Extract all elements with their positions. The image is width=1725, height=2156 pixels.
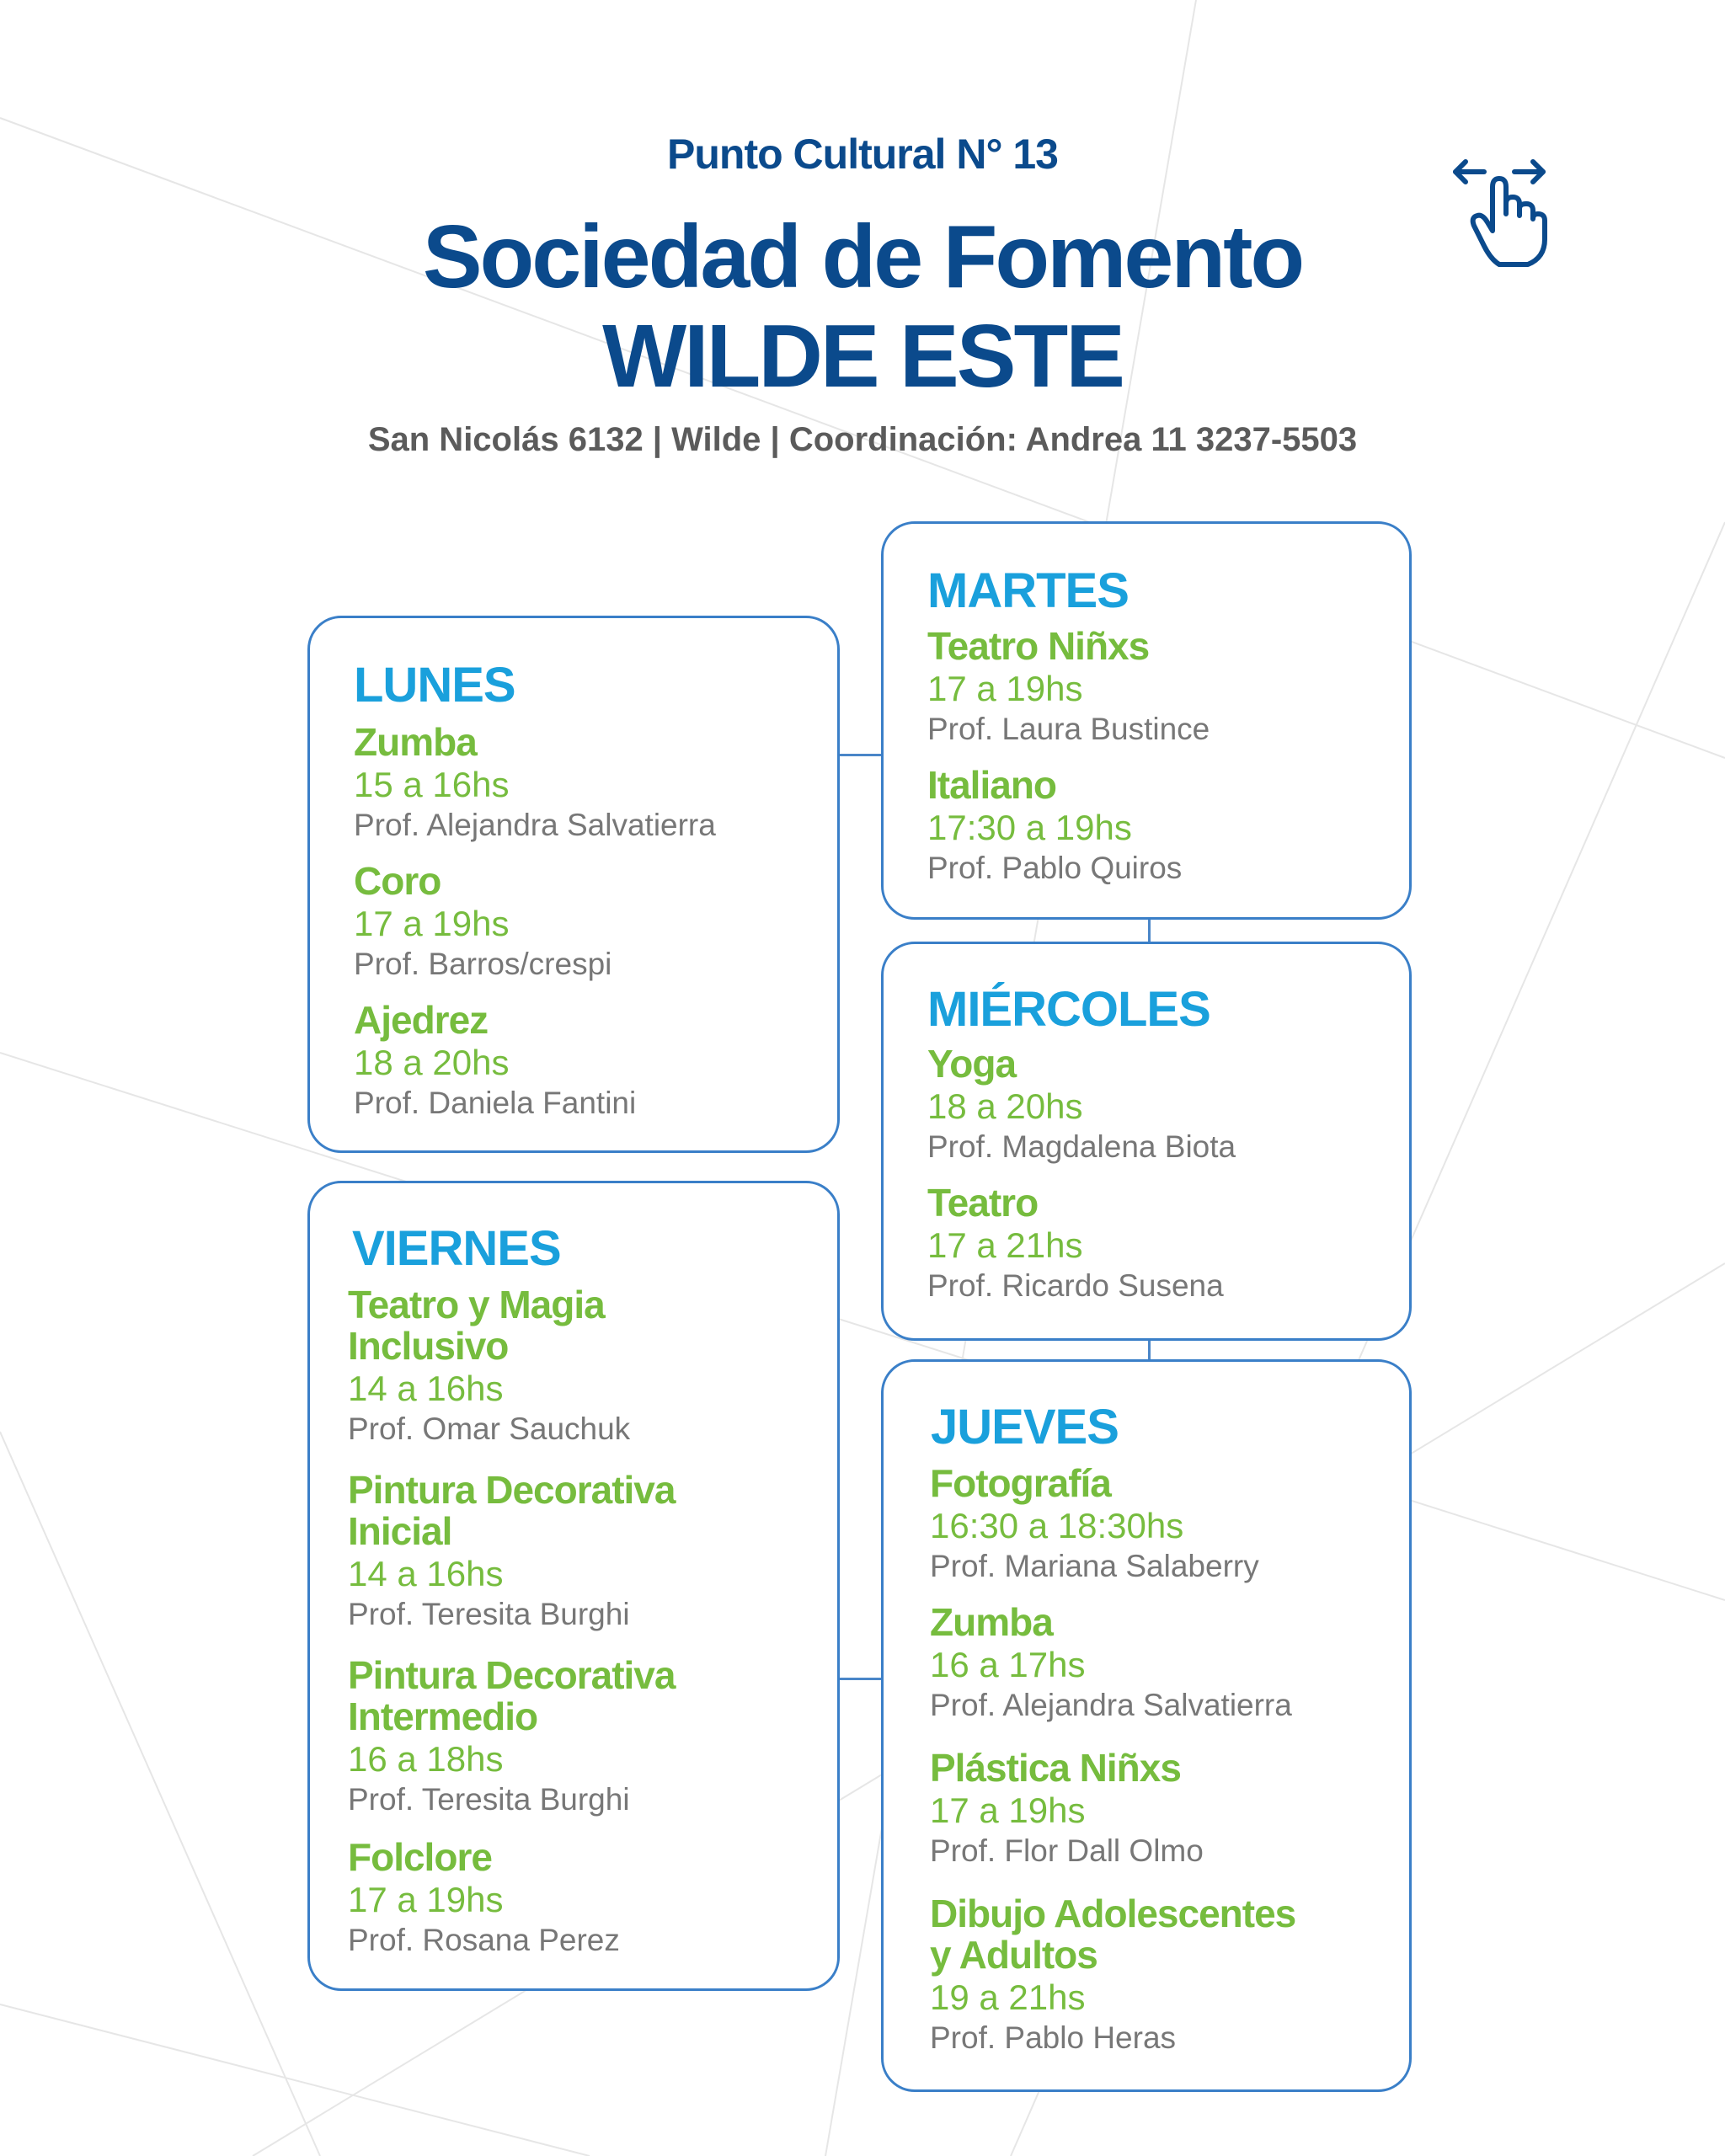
class-time: 15 a 16hs: [354, 765, 510, 804]
day-card-lunes: [307, 616, 840, 1153]
class-time: 16 a 17hs: [930, 1645, 1086, 1684]
class-name: Folclore: [348, 1835, 492, 1879]
page-title-line-2: WILDE ESTE: [602, 307, 1123, 406]
class-name: Fotografía: [930, 1461, 1111, 1505]
day-title: LUNES: [354, 658, 515, 712]
class-time: 14 a 16hs: [348, 1554, 504, 1593]
class-professor: Prof. Alejandra Salvatierra: [354, 808, 716, 842]
day-title: VIERNES: [352, 1221, 561, 1276]
swipe-horizontal-hand-icon: [1449, 152, 1550, 270]
class-name: Teatro y Magia Inclusivo: [348, 1283, 605, 1368]
class-name: Teatro Niñxs: [927, 624, 1150, 668]
class-time: 17:30 a 19hs: [927, 808, 1132, 847]
class-professor: Prof. Teresita Burghi: [348, 1782, 630, 1817]
day-card-jueves: [881, 1359, 1412, 2092]
class-professor: Prof. Ricardo Susena: [927, 1268, 1224, 1303]
day-title: JUEVES: [931, 1400, 1119, 1454]
class-time: 17 a 21hs: [927, 1225, 1083, 1265]
day-card-miercoles: [881, 942, 1412, 1341]
class-name: Pintura Decorativa Inicial: [348, 1468, 676, 1553]
connector-lunes-martes: [838, 754, 882, 756]
address-contact-line: San Nicolás 6132 | Wilde | Coordinación: Andrea 11 3237-5503: [367, 421, 1358, 458]
connector-viernes-jueves: [838, 1678, 882, 1680]
class-time: 16 a 18hs: [348, 1739, 504, 1779]
class-professor: Prof. Laura Bustince: [927, 712, 1210, 746]
page-title-line-1: Sociedad de Fomento: [422, 207, 1303, 307]
class-name: Yoga: [927, 1042, 1017, 1086]
class-time: 17 a 19hs: [348, 1880, 504, 1919]
class-professor: Prof. Rosana Perez: [348, 1923, 620, 1957]
class-name: Italiano: [927, 763, 1057, 807]
class-professor: Prof. Magdalena Biota: [927, 1129, 1236, 1164]
class-professor: Prof. Teresita Burghi: [348, 1597, 630, 1631]
day-title: MIÉRCOLES: [927, 982, 1210, 1037]
class-name: Dibujo Adolescentes y Adultos: [930, 1892, 1296, 1977]
class-name: Pintura Decorativa Intermedio: [348, 1653, 676, 1738]
class-professor: Prof. Pablo Heras: [930, 2020, 1177, 2055]
class-time: 18 a 20hs: [354, 1043, 510, 1082]
day-card-martes: [881, 521, 1412, 920]
class-name: Teatro: [927, 1181, 1039, 1225]
class-time: 17 a 19hs: [354, 904, 510, 943]
class-time: 14 a 16hs: [348, 1369, 504, 1408]
day-title: MARTES: [927, 563, 1129, 618]
class-professor: Prof. Alejandra Salvatierra: [930, 1688, 1292, 1722]
class-professor: Prof. Flor Dall Olmo: [930, 1833, 1204, 1868]
page-subtitle: Punto Cultural N° 13: [667, 131, 1058, 178]
day-card-viernes: [307, 1181, 840, 1991]
class-time: 19 a 21hs: [930, 1977, 1086, 2017]
class-name: Ajedrez: [354, 998, 489, 1042]
class-time: 16:30 a 18:30hs: [930, 1506, 1184, 1545]
class-professor: Prof. Pablo Quiros: [927, 851, 1183, 885]
class-name: Zumba: [930, 1600, 1053, 1644]
class-time: 17 a 19hs: [930, 1790, 1086, 1830]
class-professor: Prof. Barros/crespi: [354, 947, 612, 981]
class-professor: Prof. Daniela Fantini: [354, 1086, 637, 1120]
class-name: Plástica Niñxs: [930, 1746, 1181, 1790]
connector-martes-miercoles: [1148, 918, 1151, 943]
class-professor: Prof. Omar Sauchuk: [348, 1412, 631, 1446]
class-name: Coro: [354, 859, 441, 903]
class-time: 17 a 19hs: [927, 669, 1083, 708]
class-time: 18 a 20hs: [927, 1086, 1083, 1126]
class-professor: Prof. Mariana Salaberry: [930, 1549, 1259, 1583]
class-name: Zumba: [354, 720, 477, 764]
